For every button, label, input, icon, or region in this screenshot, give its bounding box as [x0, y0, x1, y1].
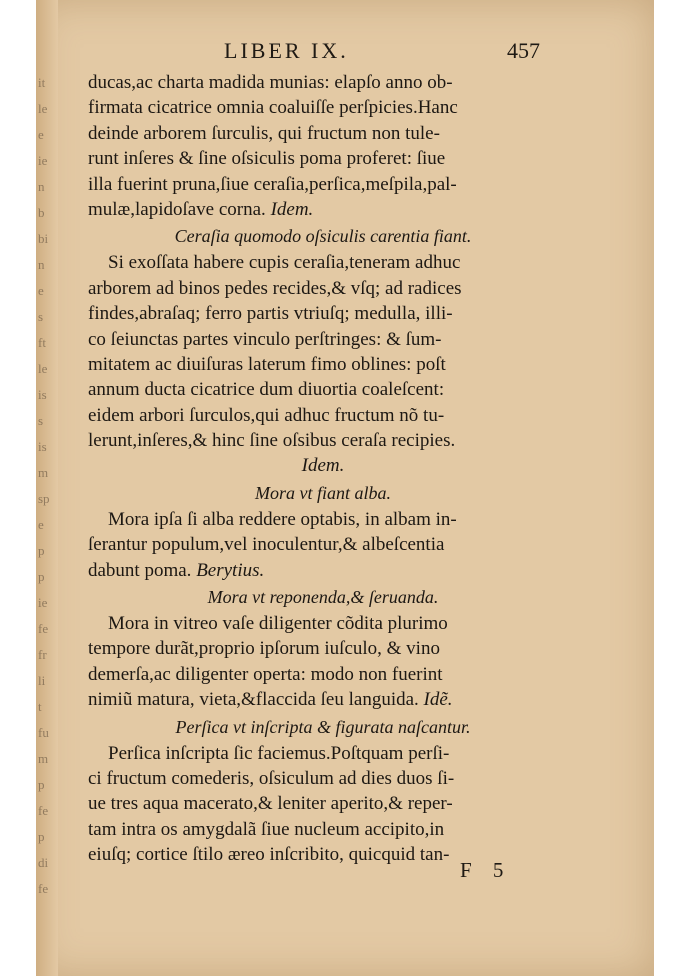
text-line-part: mulæ,lapidoſave corna.	[88, 198, 266, 220]
source-citation: Idem.	[301, 455, 345, 477]
paragraph-5	[88, 741, 558, 868]
bleed-fragment: sp	[38, 491, 50, 506]
paragraph-3	[88, 507, 558, 583]
bleed-fragment: p	[38, 777, 45, 792]
bleed-fragment: n	[38, 257, 45, 272]
page-header	[36, 38, 654, 66]
bleed-fragment: it	[38, 75, 46, 90]
bleed-fragment: p	[38, 569, 45, 584]
text-line: demerſa,ac diligenter operta: modo non fuerint	[88, 663, 443, 685]
bleed-fragment: p	[38, 543, 45, 558]
bleed-fragment: e	[38, 283, 44, 298]
source-citation: Idem.	[270, 198, 314, 220]
text-line: Mora ipſa ſi alba reddere optabis, in albam in-	[108, 508, 457, 530]
text-line: firmata cicatrice omnia coaluiſſe perſpicies.Hanc	[88, 97, 458, 119]
text-line: ſerantur populum,vel inoculentur,& albeſcentia	[88, 534, 445, 556]
text-line: ue tres aqua macerato,& leniter aperito,& reper-	[88, 793, 453, 815]
text-line: co ſeiunctas partes vinculo perſtringes: & ſum-	[88, 328, 442, 350]
bleed-fragment: is	[38, 439, 47, 454]
bleed-fragment: s	[38, 413, 44, 428]
text-line: tempore durãt,proprio ipſorum iuſculo, & vino	[88, 638, 440, 660]
section-heading: Mora vt fiant alba.	[255, 482, 391, 503]
text-line	[88, 558, 558, 583]
bleed-fragment: ie	[38, 595, 48, 610]
text-line: lerunt,inſeres,& hinc ſine oſsibus ceraſa recipies.	[88, 430, 456, 452]
text-line	[88, 197, 558, 222]
margin-bleed-through	[38, 70, 56, 902]
bleed-fragment: p	[38, 829, 45, 844]
text-line: deinde arborem ſurculis, qui fructum non tule-	[88, 122, 440, 144]
bleed-fragment: n	[38, 179, 45, 194]
bleed-fragment: fe	[38, 621, 49, 636]
bleed-fragment: m	[38, 751, 49, 766]
source-citation: Berytius.	[196, 559, 265, 581]
text-line: eidem arbori ſurculos,qui adhuc fructum nõ tu-	[88, 404, 445, 426]
bleed-fragment: fr	[38, 647, 47, 662]
text-line: eiuſq; cortice ſtilo æreo inſcribito, quicquid tan-	[88, 844, 450, 866]
bleed-fragment: fu	[38, 725, 49, 740]
bleed-fragment: fe	[38, 803, 49, 818]
paragraph-4	[88, 611, 558, 713]
bleed-fragment: li	[38, 673, 46, 688]
book-page	[36, 0, 654, 976]
text-line: arborem ad binos pedes recides,& vſq; ad radices	[88, 277, 462, 299]
text-line: ducas,ac charta madida munias: elapſo anno ob-	[88, 72, 453, 93]
text-line: tam intra os amygdalã ſiue nucleum accipito,in	[88, 818, 445, 840]
text-line-part: nimiũ matura, vieta,&flaccida ſeu languida.	[88, 689, 419, 711]
bleed-fragment: m	[38, 465, 49, 480]
bleed-fragment: s	[38, 309, 44, 324]
bleed-fragment: le	[38, 101, 48, 116]
body-text	[88, 70, 558, 868]
text-line: annum ducta cicatrice dum diuortia coaleſcent:	[88, 379, 445, 401]
bleed-fragment: e	[38, 127, 44, 142]
text-line: illa fuerint pruna,ſiue ceraſia,perſica,meſpila,pal-	[88, 173, 457, 195]
bleed-fragment: bi	[38, 231, 49, 246]
bleed-fragment: fe	[38, 881, 49, 896]
page-number: 457	[507, 38, 540, 63]
text-line	[88, 687, 558, 712]
bleed-fragment: le	[38, 361, 48, 376]
text-line: Perſica inſcripta ſic faciemus.Poſtquam perſi-	[108, 742, 450, 764]
bleed-fragment: b	[38, 205, 45, 220]
text-line: ci fructum comederis, oſsiculum ad dies duos ſi-	[88, 767, 455, 789]
section-heading: Mora vt reponenda,& ſeruanda.	[207, 587, 439, 608]
signature-mark: F 5	[460, 858, 512, 882]
section-heading: Perſica vt inſcripta & figurata naſcantur.	[175, 716, 471, 737]
bleed-fragment: is	[38, 387, 47, 402]
paragraph-2	[88, 250, 558, 479]
bleed-fragment: di	[38, 855, 49, 870]
text-line: Mora in vitreo vaſe diligenter cõdita plurimo	[108, 613, 448, 635]
bleed-fragment: ft	[38, 335, 46, 350]
section-heading: Ceraſia quomodo oſsiculis carentia fiant.	[174, 226, 472, 247]
text-line: findes,abraſaq; ferro partis vtriuſq; medulla, illi-	[88, 303, 453, 325]
paragraph-1	[88, 70, 558, 222]
text-line: Si exoſſata habere cupis ceraſia,teneram adhuc	[108, 252, 461, 274]
bleed-fragment: e	[38, 517, 44, 532]
text-line-part: dabunt poma.	[88, 559, 192, 581]
bleed-fragment: t	[38, 699, 42, 714]
source-citation: Idẽ.	[423, 689, 453, 711]
running-head: LIBER IX.	[224, 38, 349, 63]
text-line: mitatem ac diuiſuras laterum fimo oblines: poſt	[88, 353, 446, 375]
bleed-fragment: ie	[38, 153, 48, 168]
text-line: runt inſeres & ſine oſsiculis poma proferet: ſiue	[88, 148, 446, 170]
